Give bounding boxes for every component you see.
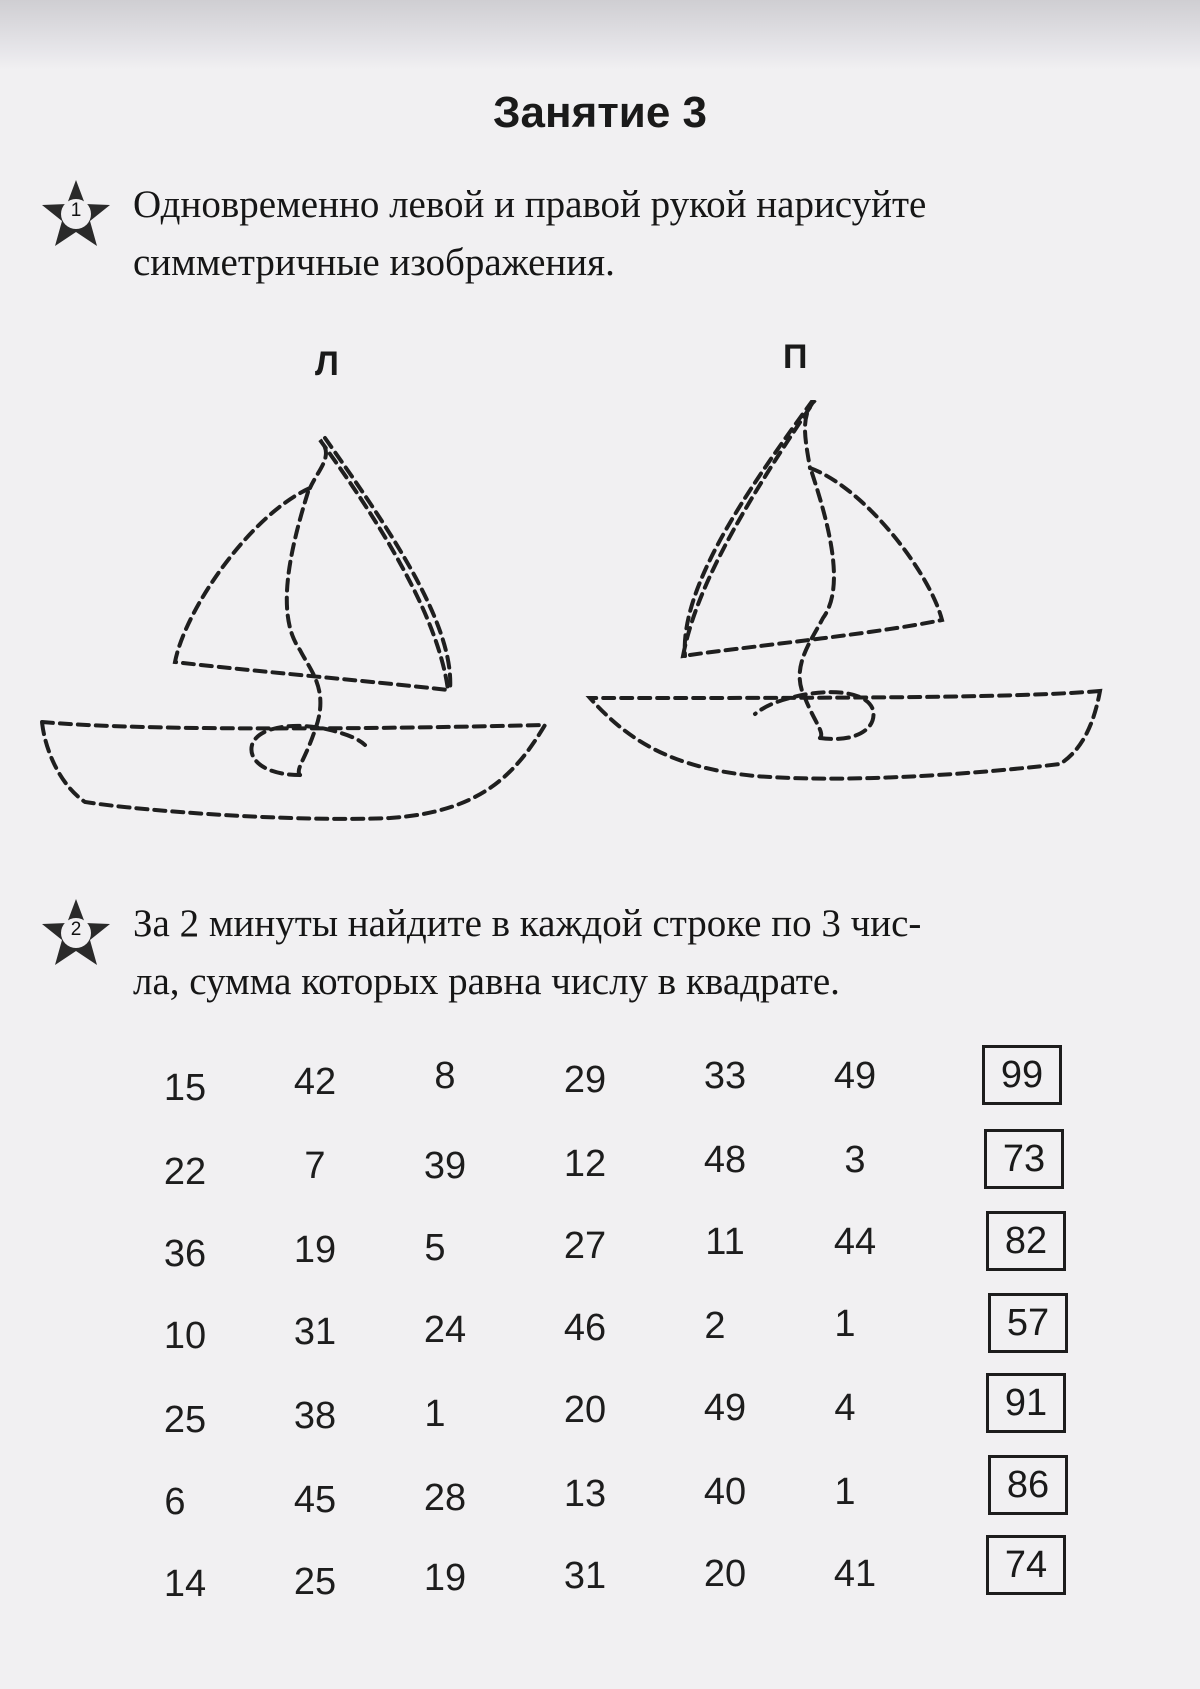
row-number[interactable]: 33 <box>703 1055 747 1097</box>
row-number[interactable]: 45 <box>293 1479 337 1521</box>
row-number[interactable]: 41 <box>833 1553 877 1595</box>
task-1-text-line-1: Одновременно левой и правой рукой нарисуйте <box>133 183 927 226</box>
row-number[interactable]: 25 <box>293 1561 337 1603</box>
task-1-number: 1 <box>70 200 82 221</box>
row-number[interactable]: 31 <box>563 1555 607 1597</box>
row-number[interactable]: 22 <box>163 1151 207 1193</box>
target-sum-box: 73 <box>984 1129 1064 1189</box>
target-sum-box: 99 <box>982 1045 1062 1105</box>
row-number[interactable]: 42 <box>293 1061 337 1103</box>
task-1-star-icon <box>40 178 112 250</box>
row-number[interactable]: 40 <box>703 1471 747 1513</box>
row-number[interactable]: 44 <box>833 1221 877 1263</box>
row-number[interactable]: 1 <box>834 1303 856 1345</box>
task-1-instructions <box>133 176 1143 292</box>
right-hand-label: П <box>783 338 808 376</box>
row-number[interactable]: 19 <box>423 1557 467 1599</box>
row-number[interactable]: 39 <box>423 1145 467 1187</box>
target-sum-box: 74 <box>986 1535 1066 1595</box>
symmetric-boats-drawing <box>0 400 1200 840</box>
row-number[interactable]: 8 <box>434 1055 456 1097</box>
row-number[interactable]: 1 <box>424 1393 446 1435</box>
row-number[interactable]: 48 <box>703 1139 747 1181</box>
row-number[interactable]: 27 <box>563 1225 607 1267</box>
task-1-text-line-2: симметричные изображения. <box>133 241 615 284</box>
right-boat-mast <box>685 400 813 656</box>
row-number[interactable]: 14 <box>163 1563 207 1605</box>
row-number[interactable]: 15 <box>163 1067 207 1109</box>
row-number[interactable]: 11 <box>705 1221 745 1263</box>
row-number[interactable]: 7 <box>304 1145 326 1187</box>
row-number[interactable]: 38 <box>293 1395 337 1437</box>
left-boat-inner-sail <box>287 492 321 775</box>
target-sum-box: 82 <box>986 1211 1066 1271</box>
right-boat-hull <box>590 691 1100 779</box>
number-row-1 <box>140 1045 1080 1129</box>
task-2-text-line-2: ла, сумма которых равна числу в квадрате. <box>133 960 840 1003</box>
right-boat-sail <box>683 400 942 656</box>
row-number[interactable]: 4 <box>834 1387 856 1429</box>
row-number[interactable]: 36 <box>163 1233 207 1275</box>
row-number[interactable]: 5 <box>424 1227 446 1269</box>
row-number[interactable]: 46 <box>563 1307 607 1349</box>
row-number[interactable]: 20 <box>703 1553 747 1595</box>
row-number[interactable]: 1 <box>834 1471 856 1513</box>
task-2-text-line-1: За 2 минуты найдите в каждой строке по 3 чис- <box>133 902 922 945</box>
row-number[interactable]: 29 <box>563 1059 607 1101</box>
row-number[interactable]: 10 <box>163 1315 207 1357</box>
row-number[interactable]: 28 <box>423 1477 467 1519</box>
row-number[interactable]: 2 <box>704 1305 726 1347</box>
row-number[interactable]: 13 <box>563 1473 607 1515</box>
left-boat <box>42 438 545 819</box>
row-number[interactable]: 3 <box>844 1139 866 1181</box>
number-row-3 <box>140 1213 1080 1297</box>
row-number[interactable]: 31 <box>293 1311 337 1353</box>
left-hand-label: Л <box>315 345 339 383</box>
row-number[interactable]: 49 <box>703 1387 747 1429</box>
task-2-star-icon <box>40 897 112 969</box>
page-top-edge <box>0 0 1200 70</box>
left-boat-hull <box>42 722 545 819</box>
lesson-title: Занятие 3 <box>492 88 708 137</box>
number-row-7 <box>140 1544 1080 1633</box>
number-row-4 <box>140 1297 1080 1381</box>
number-row-6 <box>140 1465 1080 1549</box>
number-row-5 <box>140 1381 1080 1465</box>
row-number[interactable]: 12 <box>563 1143 607 1185</box>
target-sum-box: 91 <box>986 1373 1066 1433</box>
number-row-2 <box>140 1129 1080 1213</box>
row-number[interactable]: 19 <box>293 1229 337 1271</box>
task-2-number: 2 <box>70 919 82 940</box>
row-number[interactable]: 25 <box>163 1399 207 1441</box>
row-number[interactable]: 6 <box>164 1481 186 1523</box>
right-boat <box>590 400 1100 779</box>
task-2-instructions <box>133 895 1143 1011</box>
target-sum-box: 86 <box>988 1455 1068 1515</box>
target-sum-box: 57 <box>988 1293 1068 1353</box>
row-number[interactable]: 24 <box>423 1309 467 1351</box>
row-number[interactable]: 49 <box>833 1055 877 1097</box>
row-number[interactable]: 20 <box>563 1389 607 1431</box>
